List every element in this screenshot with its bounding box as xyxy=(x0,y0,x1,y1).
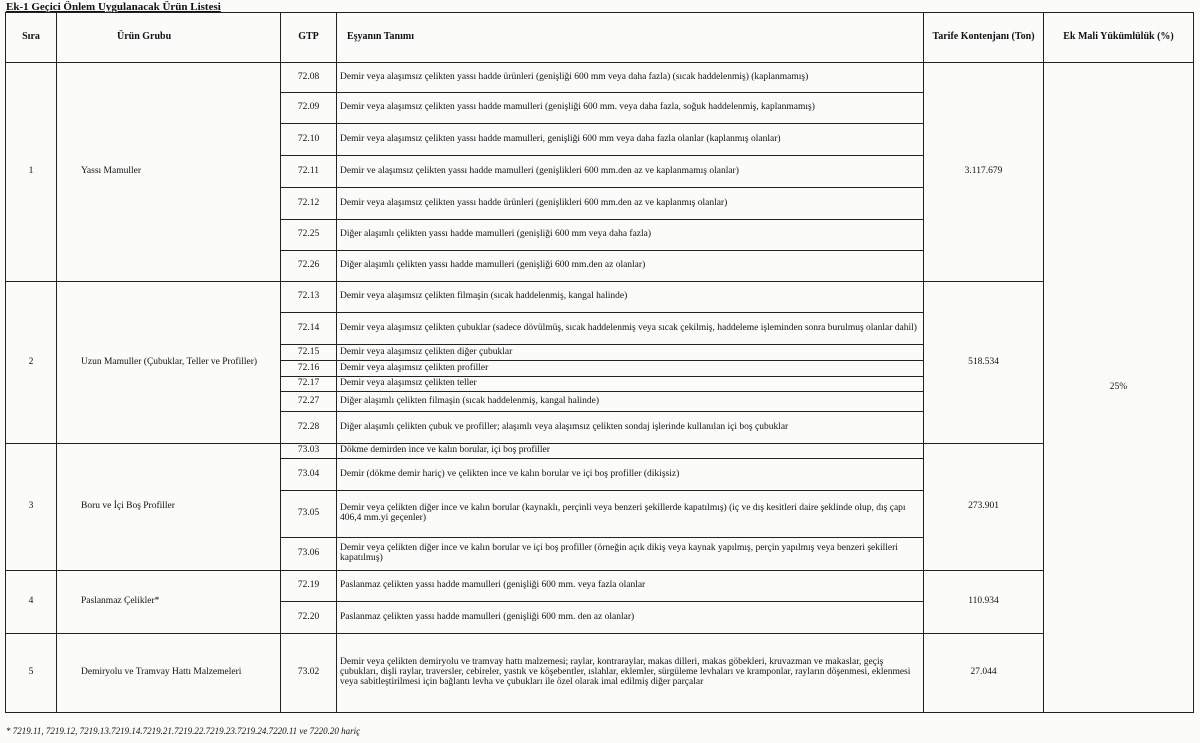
sira-cell: 5 xyxy=(6,634,57,713)
gtp-cell: 72.27 xyxy=(281,392,337,412)
gtp-cell: 72.12 xyxy=(281,188,337,220)
table-row xyxy=(6,282,1194,313)
gtp-cell: 72.09 xyxy=(281,93,337,124)
product-list-table xyxy=(5,12,1194,713)
gtp-cell: 72.19 xyxy=(281,571,337,602)
esya-tanimi-cell: Demir veya alaşımsız çelikten yassı hadde mamulleri, genişliği 600 mm veya daha fazla olanlar (kaplanmış olanlar) xyxy=(337,124,924,156)
urun-grubu-cell: Paslanmaz Çelikler* xyxy=(57,571,281,634)
ek-mali-yukumluluk-cell: 25% xyxy=(1044,63,1194,713)
table-header-row xyxy=(6,13,1194,63)
urun-grubu-cell: Uzun Mamuller (Çubuklar, Teller ve Profiller) xyxy=(57,282,281,444)
sira-cell: 1 xyxy=(6,63,57,282)
header-urun-grubu: Ürün Grubu xyxy=(57,13,281,63)
tarife-kontenjani-cell: 110.934 xyxy=(924,571,1044,634)
document-title: Ek-1 Geçici Önlem Uygulanacak Ürün Listesi xyxy=(6,1,221,13)
sira-cell: 4 xyxy=(6,571,57,634)
tarife-kontenjani-cell: 273.901 xyxy=(924,444,1044,571)
gtp-cell: 72.20 xyxy=(281,602,337,634)
esya-tanimi-cell: Paslanmaz çelikten yassı hadde mamulleri (genişliği 600 mm. den az olanlar) xyxy=(337,602,924,634)
esya-tanimi-cell: Diğer alaşımlı çelikten filmaşin (sıcak haddelenmiş, kangal halinde) xyxy=(337,392,924,412)
table-row xyxy=(6,63,1194,93)
esya-tanimi-cell: Diğer alaşımlı çelikten çubuk ve profiller; alaşımlı veya alaşımsız çelikten sondaj işlerinde kullanılan içi boş çubuklar xyxy=(337,412,924,444)
header-ek-mali-yukumluluk: Ek Mali Yükümlülük (%) xyxy=(1044,13,1194,63)
sira-cell: 2 xyxy=(6,282,57,444)
gtp-cell: 72.17 xyxy=(281,377,337,392)
esya-tanimi-cell: Demir veya alaşımsız çelikten yassı hadde ürünleri (genişliği 600 mm veya daha fazla) (sıcak haddelenmiş) (kaplanmamış) xyxy=(337,63,924,93)
header-esya-tanimi: Eşyanın Tanımı xyxy=(337,13,924,63)
esya-tanimi-cell: Dökme demirden ince ve kalın borular, içi boş profiller xyxy=(337,444,924,459)
gtp-cell: 72.26 xyxy=(281,251,337,282)
header-sira: Sıra xyxy=(6,13,57,63)
esya-tanimi-cell: Demir veya alaşımsız çelikten filmaşin (sıcak haddelenmiş, kangal halinde) xyxy=(337,282,924,313)
urun-grubu-cell: Boru ve İçi Boş Profiller xyxy=(57,444,281,571)
gtp-cell: 73.02 xyxy=(281,634,337,713)
esya-tanimi-cell: Demir veya alaşımsız çelikten teller xyxy=(337,377,924,392)
esya-tanimi-cell: Demir veya çelikten diğer ince ve kalın borular ve içi boş profiller (örneğin açık dikiş veya kaynak yapılmış, perçin yapılmış veya benzeri şekilleri kapatılmış) xyxy=(337,538,924,571)
table-row xyxy=(6,571,1194,602)
gtp-cell: 73.04 xyxy=(281,459,337,491)
urun-grubu-cell: Demiryolu ve Tramvay Hattı Malzemeleri xyxy=(57,634,281,713)
gtp-cell: 72.11 xyxy=(281,156,337,188)
gtp-cell: 72.08 xyxy=(281,63,337,93)
esya-tanimi-cell: Demir (dökme demir hariç) ve çelikten ince ve kalın borular ve içi boş profiller (dikişsiz) xyxy=(337,459,924,491)
tarife-kontenjani-cell: 3.117.679 xyxy=(924,63,1044,282)
esya-tanimi-cell: Demir veya alaşımsız çelikten çubuklar (sadece dövülmüş, sıcak haddelenmiş veya sıcak çekilmiş, haddeleme işleminden sonra burulmuş olanlar dahil) xyxy=(337,313,924,345)
gtp-cell: 72.16 xyxy=(281,361,337,377)
gtp-cell: 72.14 xyxy=(281,313,337,345)
gtp-cell: 72.25 xyxy=(281,220,337,251)
esya-tanimi-cell: Demir veya çelikten diğer ince ve kalın borular (kaynaklı, perçinli veya benzeri şekillerde kapatılmış) (iç ve dış kesitleri daire şeklinde olup, dış çapı 406,4 mm.yi geçenler) xyxy=(337,491,924,538)
urun-grubu-cell: Yassı Mamuller xyxy=(57,63,281,282)
gtp-cell: 72.13 xyxy=(281,282,337,313)
gtp-cell: 72.10 xyxy=(281,124,337,156)
tarife-kontenjani-cell: 27.044 xyxy=(924,634,1044,713)
header-gtp: GTP xyxy=(281,13,337,63)
esya-tanimi-cell: Diğer alaşımlı çelikten yassı hadde mamulleri (genişliği 600 mm veya daha fazla) xyxy=(337,220,924,251)
esya-tanimi-cell: Diğer alaşımlı çelikten yassı hadde mamulleri (genişliği 600 mm.den az olanlar) xyxy=(337,251,924,282)
esya-tanimi-cell: Paslanmaz çelikten yassı hadde mamulleri (genişliği 600 mm. veya fazla olanlar xyxy=(337,571,924,602)
table-row xyxy=(6,634,1194,713)
gtp-cell: 73.05 xyxy=(281,491,337,538)
table-row xyxy=(6,444,1194,459)
esya-tanimi-cell: Demir veya alaşımsız çelikten yassı hadde ürünleri (genişlikleri 600 mm.den az ve kaplanmış olanlar) xyxy=(337,188,924,220)
gtp-cell: 72.15 xyxy=(281,345,337,361)
esya-tanimi-cell: Demir ve alaşımsız çelikten yassı hadde mamulleri (genişlikleri 600 mm.den az ve kaplanmamış olanlar) xyxy=(337,156,924,188)
esya-tanimi-cell: Demir veya alaşımsız çelikten diğer çubuklar xyxy=(337,345,924,361)
esya-tanimi-cell: Demir veya alaşımsız çelikten profiller xyxy=(337,361,924,377)
esya-tanimi-cell: Demir veya çelikten demiryolu ve tramvay hattı malzemesi; raylar, kontraraylar, makas dilleri, makas göbekleri, kruvazman ve makaslar, geçiş çubukları, dişli raylar, traversler, cebireler, yastık ve köşebentler, ıslahlar, eklemler, sürgüleme levhaları ve kramponlar, rayların döşenmesi, eklenmesi veya sabitleştirilmesi için bağlantı levha ve çubukları ile özel olarak imal edilmiş diğer parçalar xyxy=(337,634,924,713)
gtp-cell: 72.28 xyxy=(281,412,337,444)
footnote: * 7219.11, 7219.12, 7219.13.7219.14.7219.21.7219.22.7219.23.7219.24.7220.11 ve 7220.20 hariç xyxy=(6,726,361,736)
gtp-cell: 73.03 xyxy=(281,444,337,459)
tarife-kontenjani-cell: 518.534 xyxy=(924,282,1044,444)
gtp-cell: 73.06 xyxy=(281,538,337,571)
header-tarife-kontenjani: Tarife Kontenjanı (Ton) xyxy=(924,13,1044,63)
sira-cell: 3 xyxy=(6,444,57,571)
esya-tanimi-cell: Demir veya alaşımsız çelikten yassı hadde mamulleri (genişliği 600 mm. veya daha fazla, soğuk haddelenmiş, kaplanmamış) xyxy=(337,93,924,124)
